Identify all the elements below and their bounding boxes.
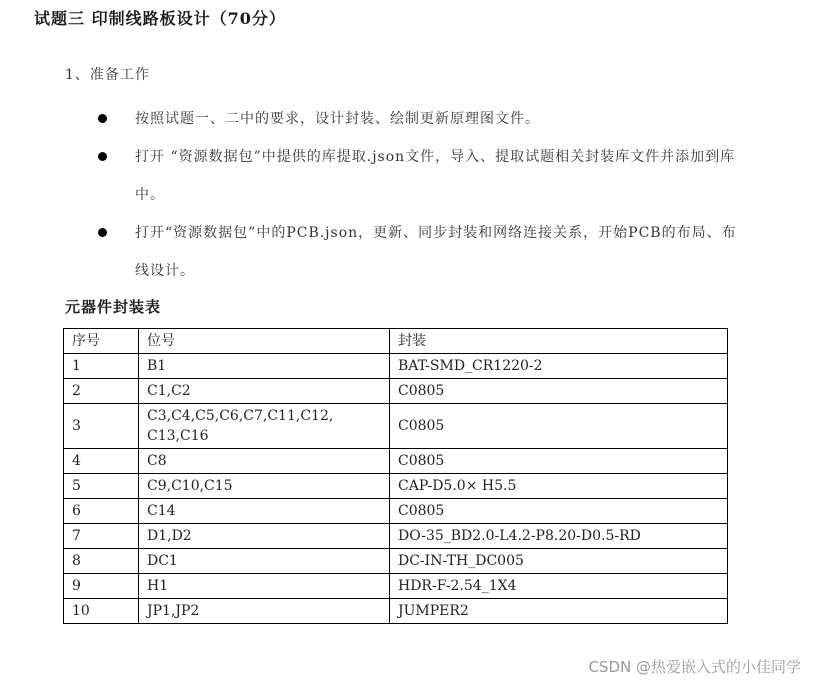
bullet-icon (98, 114, 107, 123)
cell-package: C0805 (390, 449, 728, 474)
cell-package: JUMPER2 (390, 599, 728, 624)
cell-seq: 5 (64, 474, 139, 499)
list-item (98, 138, 738, 214)
bullet-icon (98, 228, 107, 237)
cell-seq: 7 (64, 524, 139, 549)
table-row (64, 379, 728, 404)
table-header-row (64, 329, 728, 354)
header-cell-seq: 序号 (64, 329, 139, 354)
section-heading: 1、准备工作 (65, 67, 150, 83)
cell-package: C0805 (390, 499, 728, 524)
cell-seq: 1 (64, 354, 139, 379)
header-cell-ref: 位号 (139, 329, 390, 354)
cell-ref: C3,C4,C5,C6,C7,C11,C12, C13,C16 (139, 404, 390, 449)
cell-seq: 8 (64, 549, 139, 574)
cell-seq: 3 (64, 404, 139, 449)
table-row (64, 449, 728, 474)
cell-ref: C9,C10,C15 (139, 474, 390, 499)
cell-seq: 6 (64, 499, 139, 524)
cell-seq: 2 (64, 379, 139, 404)
table-row (64, 404, 728, 449)
cell-package: DO-35_BD2.0-L4.2-P8.20-D0.5-RD (390, 524, 728, 549)
cell-seq: 10 (64, 599, 139, 624)
table-caption: 元器件封装表 (65, 298, 162, 316)
cell-ref: DC1 (139, 549, 390, 574)
cell-ref: C14 (139, 499, 390, 524)
list-item-text: 打开“资源数据包”中的PCB.json，更新、同步封装和网络连接关系，开始PCB的布局、布线设计。 (135, 225, 737, 279)
list-item-text: 打开 “资源数据包”中提供的库提取.json文件，导入、提取试题相关封装库文件并添加到库中。 (135, 149, 736, 203)
cell-ref: C8 (139, 449, 390, 474)
watermark: CSDN @热爱嵌入式的小佳同学 (588, 658, 801, 676)
cell-ref: B1 (139, 354, 390, 379)
cell-package: BAT-SMD_CR1220-2 (390, 354, 728, 379)
component-package-table (63, 328, 728, 624)
table-row (64, 354, 728, 379)
cell-ref: H1 (139, 574, 390, 599)
cell-package: HDR-F-2.54_1X4 (390, 574, 728, 599)
cell-ref: C1,C2 (139, 379, 390, 404)
table-row (64, 549, 728, 574)
cell-seq: 4 (64, 449, 139, 474)
preparation-list (98, 100, 738, 290)
cell-package: CAP-D5.0× H5.5 (390, 474, 728, 499)
table-row (64, 524, 728, 549)
table-row (64, 499, 728, 524)
bullet-icon (98, 152, 107, 161)
list-item (98, 214, 738, 290)
cell-seq: 9 (64, 574, 139, 599)
list-item-text: 按照试题一、二中的要求，设计封装、绘制更新原理图文件。 (135, 111, 540, 127)
header-cell-package: 封装 (390, 329, 728, 354)
table-row (64, 599, 728, 624)
table-row (64, 574, 728, 599)
cell-ref: D1,D2 (139, 524, 390, 549)
cell-ref: JP1,JP2 (139, 599, 390, 624)
cell-package: DC-IN-TH_DC005 (390, 549, 728, 574)
table-row (64, 474, 728, 499)
cell-package: C0805 (390, 404, 728, 449)
list-item (98, 100, 738, 138)
exam-title: 试题三 印制线路板设计（70分） (34, 9, 286, 28)
cell-package: C0805 (390, 379, 728, 404)
